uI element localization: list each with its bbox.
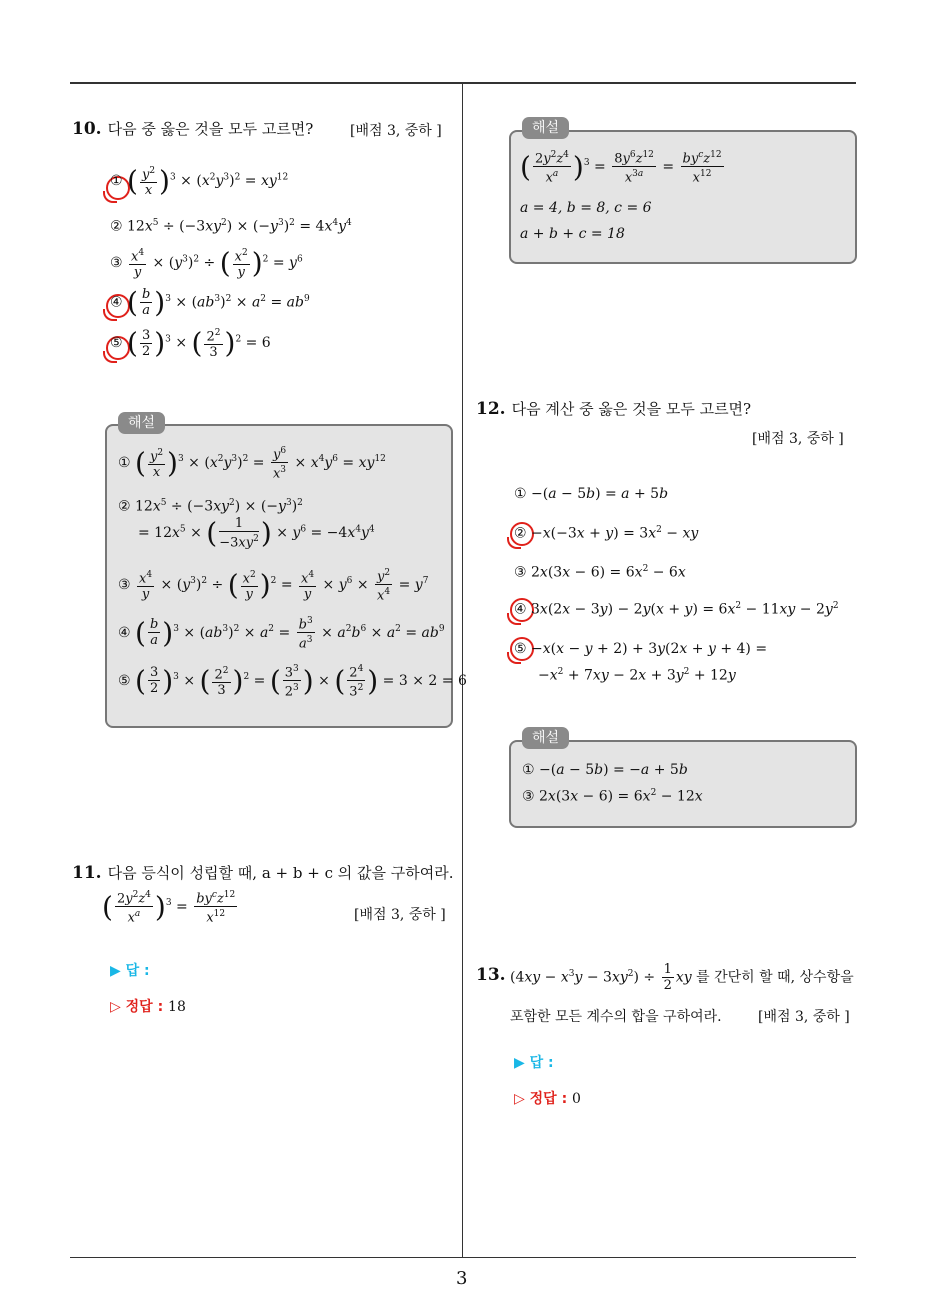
q10-option-1[interactable]: ① ( $\frac{y^2}{x}$ )$^3 \times (x^2y^3)^2 = xy^{12}$ xyxy=(110,164,289,199)
correct-value: 0 xyxy=(572,1091,581,1107)
question-number: 13. xyxy=(476,965,506,985)
score-label: [배점 3, 중하 ] xyxy=(752,431,844,447)
q10-solution-5: ⑤ ( $\frac{3}{2}$ )$^3$ × ( $\frac{2^2}{3}$ )$^2$ = ( $\frac{3^3}{2^3}$ ) × ( $\frac{2^4}{3^2}$ ) = 3 × 2 = 6 xyxy=(118,664,467,700)
question-number: 12. xyxy=(476,399,506,419)
q11-solution-1: ( $\frac{2y^2z^4}{x^a}$ )$^3$ = $\frac{8y^6z^{12}}{x^{3a}}$ = $\frac{by^cz^{12}}{x^{12}}$ xyxy=(520,150,722,186)
solution-tag: 해설 xyxy=(522,117,569,139)
page-number: 3 xyxy=(456,1268,468,1289)
q10-option-4[interactable]: ④ ( $\frac{b}{a}$ )$^3 \times (ab^3)^2 \times a^2 = ab^9$ xyxy=(110,286,310,319)
q12-option-5[interactable]: ⑤ −x(x − y + 2) + 3y(2x + y + 4) = xyxy=(514,641,768,657)
correct-answer xyxy=(110,996,186,1016)
solution-tag: 해설 xyxy=(522,727,569,749)
q11-equation: ( $\frac{2y^2z^4}{x^a}$ )$^3$ = $\frac{by^cz^{12}}{x^{12}}$ xyxy=(102,890,236,926)
question-10-header xyxy=(72,118,313,140)
q10-solution-2a: ② $12x^5 \div (-3xy^2) \times (-y^3)^2$ xyxy=(118,498,303,515)
score-label: [배점 3, 중하 ] xyxy=(350,123,442,139)
q12-solution-1: ① −(a − 5b) = −a + 5b xyxy=(522,762,688,778)
correct-answer xyxy=(514,1088,581,1108)
q12-option-1[interactable]: ① −(a − 5b) = a + 5b xyxy=(514,486,669,502)
q10-option-5[interactable]: ⑤ ( $\frac{3}{2}$ )$^3$ × ( $\frac{2^2}{3}$ )$^2$ = 6 xyxy=(110,326,271,361)
bottom-rule xyxy=(70,1257,856,1258)
q10-solution-1: ① ( $\frac{y^2}{x}$ )$^3 \times (x^2y^3)^2$ = $\frac{y^6}{x^3}$ × $x^4y^6 = xy^{12}$ xyxy=(118,446,386,482)
correct-label: ▷ 정답 : xyxy=(514,1091,568,1107)
question-13-header xyxy=(476,964,512,986)
q10-option-3[interactable]: ③ $\frac{x^4}{y}$ × $(y^3)^2$ ÷ ( $\frac{x^2}{y}$ )$^2 = y^6$ xyxy=(110,246,303,281)
q12-option-3[interactable]: ③ $2x(3x - 6) = 6x^2 - 6x$ xyxy=(514,564,686,581)
q10-option-2[interactable]: ② $12x^5 \div (-3xy^2) \times (-y^3)^2 = 4x^4y^4$ xyxy=(110,218,352,235)
score-label: [배점 3, 중하 ] xyxy=(354,907,446,923)
question-text: 다음 등식이 성립할 때, a + b + c 의 값을 구하여라. xyxy=(107,864,454,882)
answer-label[interactable]: ▶ 답 : xyxy=(110,963,150,979)
q12-option-2[interactable]: ② $-x(-3x + y) = 3x^2$ − xy xyxy=(514,525,699,542)
q13-question-line2: 포함한 모든 계수의 합을 구하여라. xyxy=(510,1009,722,1025)
question-number: 11. xyxy=(72,863,102,883)
question-number: 10. xyxy=(72,119,102,139)
score-label: [배점 3, 중하 ] xyxy=(758,1009,850,1025)
q11-solution-2: a = 4, b = 8, c = 6 xyxy=(520,200,652,216)
question-11-header xyxy=(72,862,454,884)
q10-solution-4: ④ ( $\frac{b}{a}$ )$^3 \times (ab^3)^2 \times a^2$ = $\frac{b^3}{a^3}$ × $a^2b^6 \times a^2 = ab^9$ xyxy=(118,616,445,652)
q12-solution-box xyxy=(509,740,857,828)
q10-solution-2b: = $12x^5$ × ( $\frac{1}{-3xy^2}$ ) × $y^6 = -4x^4y^4$ xyxy=(138,516,375,551)
q12-option-4[interactable]: ④ $3x(2x - 3y) - 2y(x + y) = 6x^2 - 11xy - 2y^2$ xyxy=(514,601,839,618)
top-rule xyxy=(70,82,856,84)
question-text: 다음 중 옳은 것을 모두 고르면? xyxy=(107,120,314,138)
question-text: 다음 계산 중 옳은 것을 모두 고르면? xyxy=(511,400,752,418)
q10-solution-3: ③ $\frac{x^4}{y}$ × $(y^3)^2$ ÷ ( $\frac{x^2}{y}$ )$^2$ = $\frac{x^4}{y}$ × $y^6$ × $\frac{y^2}{x^4}$ = $y^7$ xyxy=(118,568,429,604)
correct-value: 18 xyxy=(168,999,186,1015)
q12-solution-2: ③ $2x(3x - 6) = 6x^2 - 12x$ xyxy=(522,788,703,805)
correct-label: ▷ 정답 : xyxy=(110,999,164,1015)
question-12-header xyxy=(476,398,751,420)
q11-solution-3: a + b + c = 18 xyxy=(520,226,625,242)
solution-tag: 해설 xyxy=(118,412,165,434)
q12-option-5-cont: $-x^2 + 7xy - 2x + 3y^2 + 12y$ xyxy=(538,667,736,684)
q13-question-line1: $(4xy - x^3y - 3xy^2)$ ÷ $\frac{1}{2}$ xy 를 간단히 할 때, 상수항을 xyxy=(510,962,854,993)
answer-label[interactable]: ▶ 답 : xyxy=(514,1055,554,1071)
